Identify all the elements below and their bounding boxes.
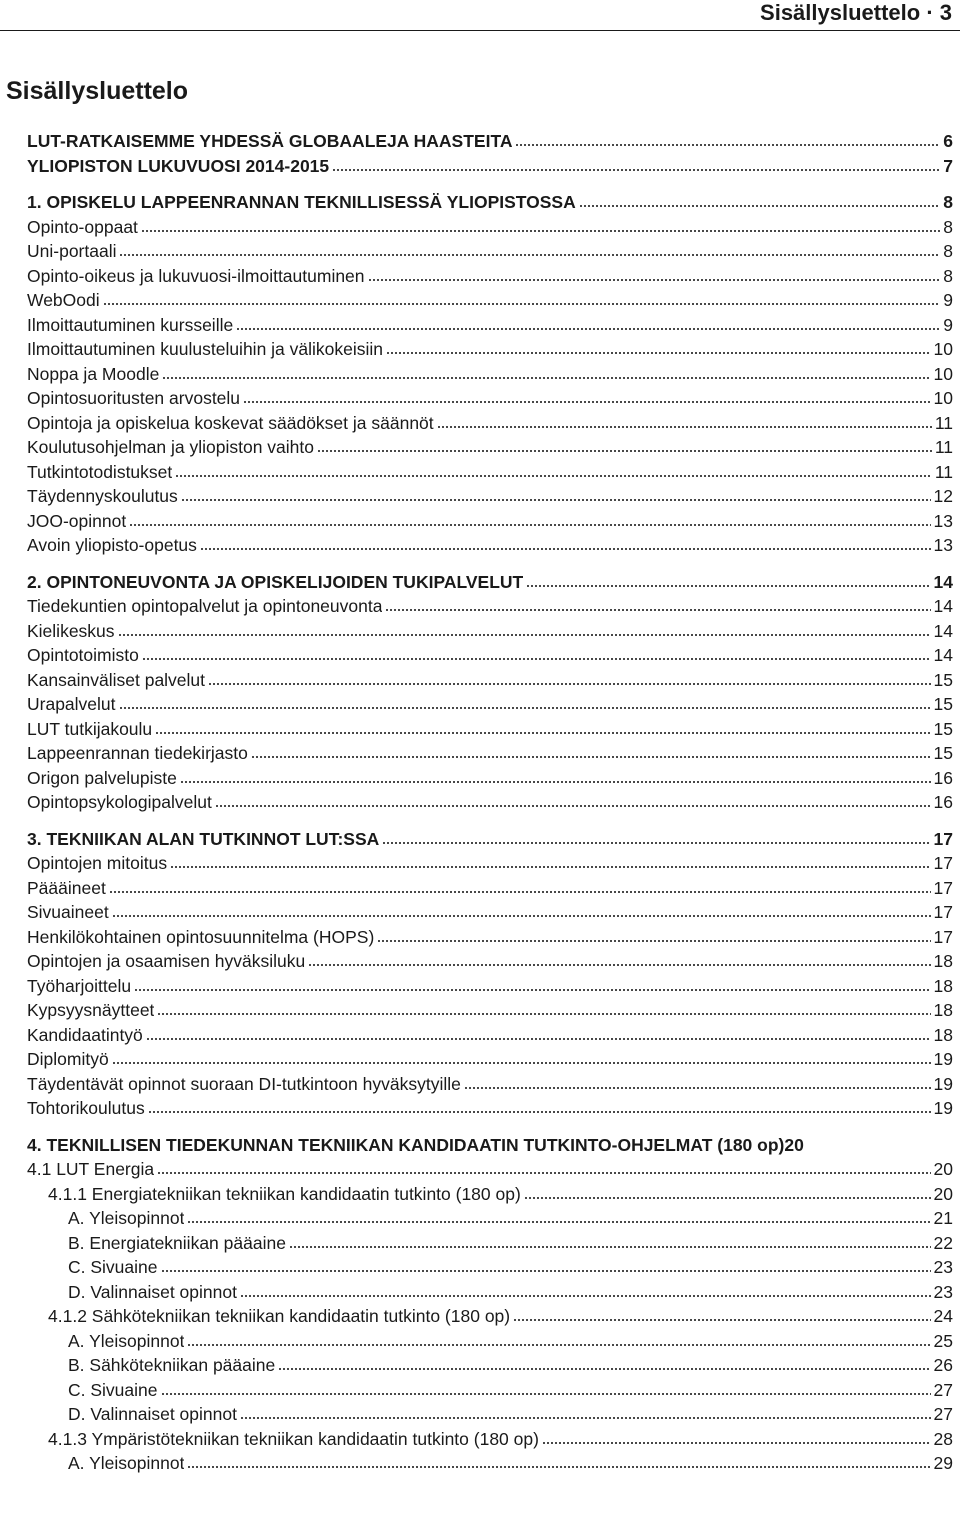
toc-entry-label: YLIOPISTON LUKUVUOSI 2014-2015	[27, 155, 330, 176]
toc-entry[interactable]	[0, 1133, 960, 1158]
toc-entry[interactable]	[0, 1280, 960, 1305]
toc-entry-label: Tohtorikoulutus	[27, 1098, 145, 1118]
toc-entry-label: 1. OPISKELU LAPPEENRANNAN TEKNILLISESSÄ YLIOPISTOSSA	[27, 192, 576, 212]
dot-leader	[385, 609, 930, 611]
dot-leader	[181, 499, 931, 501]
toc-entry[interactable]	[0, 619, 960, 644]
toc-entry-page: 19	[933, 1073, 953, 1094]
toc-entry-label: Ilmoittautuminen kursseille	[27, 314, 234, 335]
toc-entry[interactable]	[0, 154, 960, 179]
page-header	[0, 0, 960, 30]
toc-entry-label: B. Energiatekniikan pääaine	[68, 1232, 286, 1253]
toc-entry-page: 16	[933, 792, 953, 812]
toc-entry-page: 19	[933, 1098, 953, 1118]
dot-leader	[187, 1344, 930, 1346]
dot-leader	[200, 548, 931, 550]
toc-entry[interactable]	[0, 1304, 960, 1329]
toc-entry-label: Lappeenrannan tiedekirjasto	[27, 743, 248, 763]
toc-entry[interactable]	[0, 264, 960, 289]
toc-entry[interactable]	[0, 533, 960, 558]
dot-leader	[240, 1295, 931, 1297]
dot-leader	[308, 964, 930, 966]
toc-entry[interactable]	[0, 900, 960, 925]
toc-section	[0, 827, 960, 1121]
toc-entry[interactable]	[0, 668, 960, 693]
toc-entry-label: LUT-RATKAISEMME YHDESSÄ GLOBAALEJA HAASTEITA	[27, 131, 513, 151]
toc-entry-page: 18	[933, 951, 953, 971]
toc-entry-label: C. Sivuaine	[68, 1257, 158, 1277]
toc-entry-page: 23	[933, 1257, 953, 1277]
toc-section	[0, 190, 960, 558]
toc-entry[interactable]	[0, 313, 960, 338]
toc-entry-label: 3. TEKNIIKAN ALAN TUTKINNOT LUT:SSA	[27, 828, 380, 849]
toc-entry[interactable]	[0, 1427, 960, 1452]
dot-leader	[215, 805, 931, 807]
toc-entry-label: Henkilökohtainen opintosuunnitelma (HOPS)	[27, 926, 375, 947]
toc-entry-label: A. Yleisopinnot	[68, 1453, 185, 1473]
dot-leader	[187, 1221, 930, 1223]
toc-entry[interactable]	[0, 643, 960, 668]
toc-entry-label: Opinto-oppaat	[27, 216, 138, 237]
toc-entry-label: Uni-portaali	[27, 241, 117, 261]
toc-entry-page: 26	[933, 1355, 953, 1375]
toc-entry-page: 19	[933, 1049, 953, 1069]
dot-leader	[134, 989, 930, 991]
toc-entry[interactable]	[0, 1206, 960, 1231]
toc-entry[interactable]	[0, 594, 960, 619]
dot-leader	[236, 328, 940, 330]
toc-entry[interactable]	[0, 1023, 960, 1048]
toc-entry-label: Avoin yliopisto-opetus	[27, 535, 197, 555]
toc-entry[interactable]	[0, 129, 960, 154]
toc-entry[interactable]	[0, 766, 960, 791]
toc-entry-page: 10	[933, 339, 953, 359]
toc-entry-label: A. Yleisopinnot	[68, 1330, 185, 1351]
toc-entry[interactable]	[0, 509, 960, 534]
toc-entry-page: 17	[933, 853, 953, 873]
toc-entry-page: 22	[933, 1232, 953, 1253]
toc-entry-page: 27	[933, 1379, 953, 1400]
toc-entry-page: 18	[933, 1000, 953, 1020]
toc-entry-label: Opintopsykologipalvelut	[27, 792, 212, 812]
toc-entry-label: 4.1.1 Energiatekniikan tekniikan kandidaatin tutkinto (180 op)	[48, 1183, 521, 1204]
dot-leader	[579, 205, 941, 207]
toc-entry-page: 15	[933, 694, 953, 714]
toc-entry[interactable]	[0, 876, 960, 901]
toc-entry-label: C. Sivuaine	[68, 1379, 158, 1400]
dot-leader	[109, 891, 931, 893]
toc-entry-label: Tutkintotodistukset	[27, 461, 173, 482]
toc-entry-label: 2. OPINTONEUVONTA JA OPISKELIJOIDEN TUKIPALVELUT	[27, 571, 524, 592]
dot-leader	[119, 254, 940, 256]
dot-leader	[146, 1038, 931, 1040]
toc-entry[interactable]	[0, 460, 960, 485]
toc-section	[0, 1133, 960, 1476]
dot-leader	[251, 756, 931, 758]
toc-entry-page: 10	[933, 363, 953, 384]
toc-entry-label: Opintoja ja opiskelua koskevat säädökset ja säännöt	[27, 412, 434, 433]
toc-entry[interactable]	[0, 1255, 960, 1280]
toc-entry-label: A. Yleisopinnot	[68, 1208, 185, 1228]
toc-entry-page: 17	[933, 828, 953, 849]
toc-entry[interactable]	[0, 717, 960, 742]
toc-entry-page: 11	[934, 461, 953, 482]
dot-leader	[170, 866, 930, 868]
toc-section	[0, 129, 960, 178]
toc-entry-page: 23	[933, 1281, 953, 1302]
toc-entry-label: D. Valinnaiset opinnot	[68, 1404, 237, 1424]
toc-entry-label: D. Valinnaiset opinnot	[68, 1281, 237, 1302]
toc-entry-label: Kansainväliset palvelut	[27, 669, 206, 690]
dot-leader	[513, 1319, 930, 1321]
toc-entry-page: 15	[933, 669, 953, 690]
dot-leader	[142, 658, 931, 660]
toc-entry[interactable]	[0, 484, 960, 509]
toc-entry-label: Diplomityö	[27, 1049, 109, 1069]
toc-entry-page: 13	[933, 510, 953, 531]
toc-entry[interactable]	[0, 925, 960, 950]
dot-leader	[332, 169, 940, 171]
toc-entry-label: Ilmoittautuminen kuulusteluihin ja välikokeisiin	[27, 339, 384, 359]
dot-leader	[161, 1393, 931, 1395]
toc-entry-page: 11	[934, 437, 953, 457]
toc-entry-page: 27	[933, 1404, 953, 1424]
toc-entry-label: Tiedekuntien opintopalvelut ja opintoneuvonta	[27, 596, 383, 616]
toc-entry-page: 17	[933, 877, 953, 898]
toc-entry-label: Origon palvelupiste	[27, 767, 177, 788]
toc-entry-page: 29	[933, 1453, 953, 1473]
dot-leader	[119, 707, 931, 709]
dot-leader	[208, 683, 931, 685]
dot-leader	[515, 144, 940, 146]
toc-entry[interactable]	[0, 692, 960, 717]
dot-leader	[278, 1368, 930, 1370]
toc-entry-page: 10	[933, 388, 953, 408]
toc-entry[interactable]	[0, 570, 960, 595]
toc-entry-label: Urapalvelut	[27, 694, 116, 714]
toc-entry-page: 16	[933, 767, 953, 788]
toc-entry-label: Sivuaineet	[27, 902, 109, 922]
toc-entry[interactable]	[0, 362, 960, 387]
dot-leader	[240, 1417, 931, 1419]
toc-entry[interactable]	[0, 1353, 960, 1378]
toc-entry-page: 18	[933, 975, 953, 996]
toc-entry-label: Opintosuoritusten arvostelu	[27, 388, 241, 408]
toc-entry-page: 20	[933, 1183, 953, 1204]
toc-entry-page: 28	[933, 1428, 953, 1449]
dot-leader	[148, 1111, 931, 1113]
dot-leader	[118, 634, 931, 636]
toc-entry-label: Opintojen mitoitus	[27, 853, 168, 873]
dot-leader	[180, 781, 931, 783]
toc-entry[interactable]	[0, 1402, 960, 1427]
toc-entry-page: 17	[933, 926, 953, 947]
toc-entry-label: Kypsyysnäytteet	[27, 1000, 155, 1020]
toc-entry[interactable]	[0, 1231, 960, 1256]
toc-entry[interactable]	[0, 1157, 960, 1182]
toc-entry[interactable]	[0, 1329, 960, 1354]
running-header: Sisällysluettelo · 3	[760, 0, 952, 25]
toc-entry[interactable]	[0, 288, 960, 313]
toc-entry-page: 8	[943, 192, 953, 212]
page-title: Sisällysluettelo	[6, 77, 189, 105]
toc-entry-page: 15	[933, 718, 953, 739]
toc-entry-page: 20	[784, 1134, 804, 1155]
dot-leader	[542, 1442, 931, 1444]
dot-leader	[155, 732, 930, 734]
toc-entry-page: 11	[934, 412, 953, 433]
toc-entry-label: LUT tutkijakoulu	[27, 718, 153, 739]
toc-entry-page: 13	[933, 535, 953, 555]
toc-entry[interactable]	[0, 411, 960, 436]
toc-entry-label: Opintojen ja osaamisen hyväksiluku	[27, 951, 306, 971]
toc-entry-label: 4.1 LUT Energia	[27, 1159, 155, 1179]
toc-entry-page: 24	[933, 1306, 953, 1326]
toc-entry[interactable]	[0, 851, 960, 876]
toc-entry-label: Kandidaatintyö	[27, 1024, 143, 1045]
toc-entry[interactable]	[0, 1072, 960, 1097]
toc-entry[interactable]	[0, 215, 960, 240]
toc-entry-label: WebOodi	[27, 290, 100, 310]
toc-entry-label: Täydentävät opinnot suoraan DI-tutkintoon hyväksytyille	[27, 1073, 461, 1094]
toc-entry-page: 15	[933, 743, 953, 763]
dot-leader	[157, 1013, 930, 1015]
toc-entry[interactable]	[0, 949, 960, 974]
dot-leader	[112, 915, 931, 917]
dot-leader	[524, 1197, 931, 1199]
toc-entry-label: B. Sähkötekniikan pääaine	[68, 1355, 276, 1375]
dot-leader	[157, 1172, 930, 1174]
toc-entry[interactable]	[0, 827, 960, 852]
toc-entry[interactable]	[0, 1378, 960, 1403]
toc-entry[interactable]	[0, 190, 960, 215]
toc-entry-label: Työharjoittelu	[27, 975, 132, 996]
toc-entry-page: 7	[943, 155, 953, 176]
toc-entry-page: 9	[943, 290, 953, 310]
toc-section	[0, 570, 960, 815]
toc-entry-page: 17	[933, 902, 953, 922]
toc-entry-label: JOO-opinnot	[27, 510, 127, 531]
toc-entry[interactable]	[0, 974, 960, 999]
toc-entry[interactable]	[0, 790, 960, 815]
toc-entry-page: 21	[933, 1208, 953, 1228]
toc-entry-page: 25	[933, 1330, 953, 1351]
toc-entry[interactable]	[0, 1047, 960, 1072]
toc-entry[interactable]	[0, 1096, 960, 1121]
toc-entry-page: 12	[933, 486, 953, 506]
dot-leader	[103, 303, 941, 305]
toc-entry-label: Opinto-oikeus ja lukuvuosi-ilmoittautuminen	[27, 265, 365, 286]
toc-entry-page: 14	[933, 645, 953, 665]
toc-entry[interactable]	[0, 741, 960, 766]
dot-leader	[187, 1466, 930, 1468]
toc-entry-label: Noppa ja Moodle	[27, 363, 160, 384]
toc-entry-label: Koulutusohjelman ja yliopiston vaihto	[27, 437, 314, 457]
header-rule	[0, 30, 960, 31]
dot-leader	[386, 352, 931, 354]
dot-leader	[175, 475, 932, 477]
dot-leader	[437, 426, 932, 428]
toc-entry-page: 18	[933, 1024, 953, 1045]
toc-entry[interactable]	[0, 1182, 960, 1207]
toc-entry[interactable]	[0, 337, 960, 362]
toc-entry-label: Päääineet	[27, 877, 106, 898]
toc-entry[interactable]	[0, 1451, 960, 1476]
toc-entry-label: 4.1.2 Sähkötekniikan tekniikan kandidaatin tutkinto (180 op)	[48, 1306, 511, 1326]
toc-entry-label: Opintotoimisto	[27, 645, 139, 665]
toc-entry[interactable]	[0, 998, 960, 1023]
toc-entry-page: 20	[933, 1159, 953, 1179]
toc-entry-page: 8	[943, 216, 953, 237]
toc-entry[interactable]	[0, 386, 960, 411]
table-of-contents	[0, 129, 960, 1533]
toc-entry-page: 6	[943, 131, 953, 151]
dot-leader	[162, 377, 930, 379]
toc-entry-label: Täydennyskoulutus	[27, 486, 178, 506]
toc-entry-page: 14	[933, 571, 953, 592]
dot-leader	[161, 1270, 931, 1272]
toc-entry-label: Kielikeskus	[27, 620, 115, 641]
dot-leader	[141, 230, 940, 232]
dot-leader	[129, 524, 930, 526]
dot-leader	[464, 1087, 931, 1089]
dot-leader	[289, 1246, 931, 1248]
dot-leader	[526, 585, 930, 587]
toc-entry-page: 14	[933, 596, 953, 616]
dot-leader	[243, 401, 930, 403]
dot-leader	[317, 450, 932, 452]
dot-leader	[377, 940, 930, 942]
dot-leader	[368, 279, 941, 281]
dot-leader	[382, 842, 930, 844]
toc-entry-page: 8	[943, 241, 953, 261]
toc-entry-page: 8	[943, 265, 953, 286]
toc-entry-label: 4. TEKNILLISEN TIEDEKUNNAN TEKNIIKAN KANDIDAATIN TUTKINTO-OHJELMAT (180 op)	[27, 1134, 785, 1155]
dot-leader	[112, 1062, 931, 1064]
toc-entry[interactable]	[0, 435, 960, 460]
toc-entry-page: 14	[933, 620, 953, 641]
toc-entry-label: 4.1.3 Ympäristötekniikan tekniikan kandidaatin tutkinto (180 op)	[48, 1428, 539, 1449]
toc-entry-page: 9	[943, 314, 953, 335]
toc-entry[interactable]	[0, 239, 960, 264]
